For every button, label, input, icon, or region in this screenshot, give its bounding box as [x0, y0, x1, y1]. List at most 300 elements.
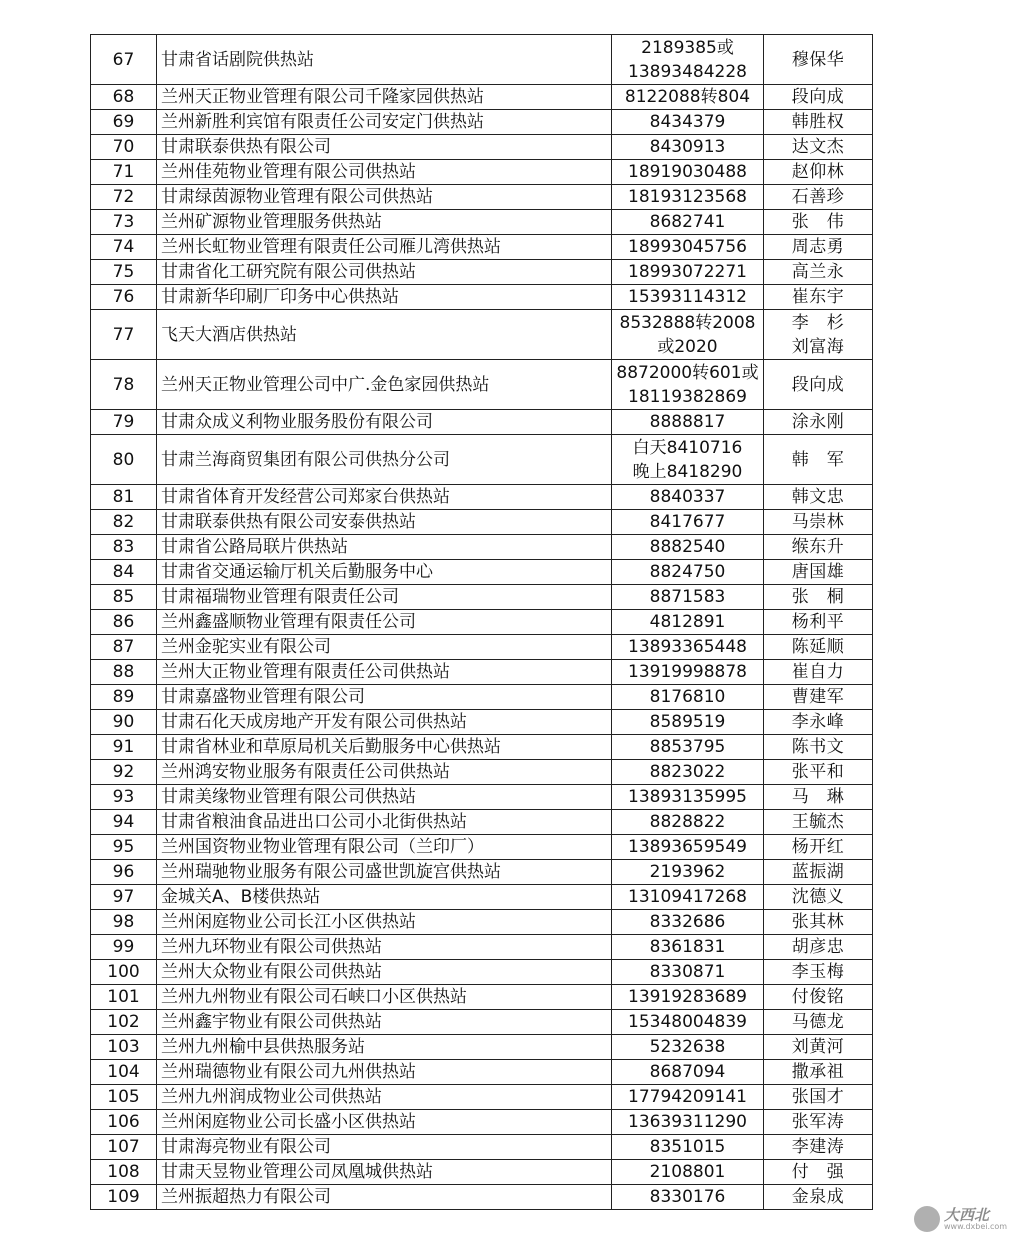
contact-phone — [612, 260, 764, 285]
row-number: 107 — [91, 1135, 157, 1160]
contact-phone — [612, 285, 764, 310]
person-line: 沈德义 — [791, 887, 845, 907]
phone-line: 13919998878 — [628, 662, 747, 682]
table-row — [91, 410, 873, 435]
table-row — [91, 1010, 873, 1035]
contact-person — [764, 510, 873, 535]
row-number: 84 — [91, 560, 157, 585]
station-name: 甘肃美缘物业管理有限公司供热站 — [157, 785, 612, 810]
table-row — [91, 360, 873, 410]
phone-line: 8417677 — [649, 512, 726, 532]
station-name: 兰州瑞驰物业服务有限公司盛世凯旋宫供热站 — [157, 860, 612, 885]
contact-phone — [612, 935, 764, 960]
contact-phone — [612, 235, 764, 260]
person-line: 张 伟 — [791, 212, 845, 232]
row-number: 101 — [91, 985, 157, 1010]
table-row — [91, 885, 873, 910]
row-number: 78 — [91, 360, 157, 410]
station-name: 甘肃省话剧院供热站 — [157, 35, 612, 85]
person-line: 曹建军 — [791, 687, 845, 707]
table-row — [91, 1085, 873, 1110]
contact-person — [764, 185, 873, 210]
contact-person — [764, 685, 873, 710]
table-row — [91, 435, 873, 485]
person-line: 张平和 — [791, 762, 845, 782]
row-number: 85 — [91, 585, 157, 610]
phone-line: 2189385或 — [641, 37, 734, 58]
contact-person — [764, 1135, 873, 1160]
phone-line: 13639311290 — [628, 1112, 747, 1132]
station-name: 兰州闲庭物业公司长盛小区供热站 — [157, 1110, 612, 1135]
person-line: 达文杰 — [791, 137, 845, 157]
table-row — [91, 635, 873, 660]
table-row — [91, 935, 873, 960]
contact-person — [764, 835, 873, 860]
contact-phone — [612, 185, 764, 210]
station-name: 兰州九州润成物业公司供热站 — [157, 1085, 612, 1110]
contact-phone — [612, 210, 764, 235]
row-number: 102 — [91, 1010, 157, 1035]
phone-line: 8589519 — [649, 712, 726, 732]
phone-line: 8122088转804 — [624, 87, 751, 107]
contact-phone — [612, 660, 764, 685]
person-line: 杨利平 — [791, 612, 845, 632]
table-row — [91, 860, 873, 885]
contact-phone — [612, 1135, 764, 1160]
contact-person — [764, 1085, 873, 1110]
station-name: 兰州天正物业管理公司中广.金色家园供热站 — [157, 360, 612, 410]
table-row — [91, 835, 873, 860]
station-name: 兰州佳苑物业管理有限公司供热站 — [157, 160, 612, 185]
row-number: 68 — [91, 85, 157, 110]
phone-line: 白天8410716 — [632, 437, 743, 458]
station-name: 兰州国资物业物业管理有限公司（兰印厂） — [157, 835, 612, 860]
station-name: 甘肃福瑞物业管理有限责任公司 — [157, 585, 612, 610]
contact-person — [764, 435, 873, 485]
station-name: 甘肃绿茵源物业管理有限公司供热站 — [157, 185, 612, 210]
person-line: 段向成 — [791, 87, 845, 107]
phone-line: 8330871 — [649, 962, 726, 982]
watermark-logo-text: 大西北 — [944, 1206, 990, 1224]
contact-phone — [612, 760, 764, 785]
row-number: 92 — [91, 760, 157, 785]
phone-line: 18993072271 — [628, 262, 747, 282]
row-number: 88 — [91, 660, 157, 685]
station-name: 兰州瑞德物业有限公司九州供热站 — [157, 1060, 612, 1085]
person-line: 马崇林 — [791, 512, 845, 532]
contact-phone — [612, 810, 764, 835]
contact-phone — [612, 85, 764, 110]
phone-line: 13893365448 — [628, 637, 747, 657]
row-number: 99 — [91, 935, 157, 960]
station-name: 兰州金驼实业有限公司 — [157, 635, 612, 660]
contact-person — [764, 860, 873, 885]
watermark-url: www.dxbei.com — [944, 1222, 1008, 1231]
contact-person — [764, 985, 873, 1010]
watermark-emblem-icon — [914, 1206, 940, 1232]
table-row — [91, 260, 873, 285]
person-line: 刘黄河 — [791, 1037, 845, 1057]
phone-line: 13893135995 — [628, 787, 747, 807]
station-name: 甘肃联泰供热有限公司 — [157, 135, 612, 160]
row-number: 94 — [91, 810, 157, 835]
station-name: 兰州闲庭物业公司长江小区供热站 — [157, 910, 612, 935]
table-row — [91, 735, 873, 760]
phone-line: 13109417268 — [628, 887, 747, 907]
phone-line: 13893484228 — [628, 61, 747, 82]
person-line: 李玉梅 — [791, 962, 845, 982]
person-line: 涂永刚 — [791, 412, 845, 432]
row-number: 80 — [91, 435, 157, 485]
phone-line: 8682741 — [649, 212, 726, 232]
contact-phone — [612, 1060, 764, 1085]
person-line: 刘富海 — [791, 336, 845, 357]
phone-line: 8351015 — [649, 1137, 726, 1157]
phone-line: 18119382869 — [628, 386, 747, 407]
contact-phone — [612, 735, 764, 760]
contact-phone — [612, 610, 764, 635]
station-name: 甘肃联泰供热有限公司安泰供热站 — [157, 510, 612, 535]
person-line: 金泉成 — [791, 1187, 845, 1207]
table-row — [91, 235, 873, 260]
contact-phone — [612, 160, 764, 185]
table-row — [91, 535, 873, 560]
table-row — [91, 85, 873, 110]
contact-phone — [612, 485, 764, 510]
station-name: 兰州矿源物业管理服务供热站 — [157, 210, 612, 235]
row-number: 74 — [91, 235, 157, 260]
phone-line: 18193123568 — [628, 187, 747, 207]
phone-line: 18919030488 — [628, 162, 747, 182]
phone-line: 8176810 — [649, 687, 726, 707]
contact-phone — [612, 435, 764, 485]
person-line: 陈书文 — [791, 737, 845, 757]
person-line: 付俊铭 — [791, 987, 845, 1007]
phone-line: 4812891 — [649, 612, 726, 632]
contact-phone — [612, 985, 764, 1010]
station-name: 甘肃海亮物业有限公司 — [157, 1135, 612, 1160]
person-line: 蓝振湖 — [791, 862, 845, 882]
person-line: 付 强 — [791, 1162, 845, 1182]
person-line: 马 琳 — [791, 787, 845, 807]
phone-line: 18993045756 — [628, 237, 747, 257]
row-number: 83 — [91, 535, 157, 560]
table-row — [91, 760, 873, 785]
table-row — [91, 785, 873, 810]
phone-line: 8882540 — [649, 537, 726, 557]
contact-person — [764, 360, 873, 410]
station-name: 兰州九环物业有限公司供热站 — [157, 935, 612, 960]
contact-phone — [612, 1035, 764, 1060]
table-row — [91, 510, 873, 535]
station-name: 兰州天正物业管理有限公司千隆家园供热站 — [157, 85, 612, 110]
table-body — [91, 35, 873, 1210]
table-row — [91, 310, 873, 360]
row-number: 82 — [91, 510, 157, 535]
row-number: 90 — [91, 710, 157, 735]
contact-person — [764, 1110, 873, 1135]
station-name: 兰州大正物业管理有限责任公司供热站 — [157, 660, 612, 685]
person-line: 张国才 — [791, 1087, 845, 1107]
contact-phone — [612, 135, 764, 160]
phone-line: 晚上8418290 — [632, 461, 743, 482]
contact-phone — [612, 410, 764, 435]
station-name: 兰州九州物业有限公司石峡口小区供热站 — [157, 985, 612, 1010]
contact-person — [764, 710, 873, 735]
contact-phone — [612, 35, 764, 85]
phone-line: 8823022 — [649, 762, 726, 782]
row-number: 81 — [91, 485, 157, 510]
contact-person — [764, 585, 873, 610]
row-number: 87 — [91, 635, 157, 660]
contact-person — [764, 410, 873, 435]
table-row — [91, 160, 873, 185]
row-number: 106 — [91, 1110, 157, 1135]
contact-person — [764, 660, 873, 685]
row-number: 67 — [91, 35, 157, 85]
person-line: 韩胜权 — [791, 112, 845, 132]
contact-person — [764, 785, 873, 810]
contact-person — [764, 885, 873, 910]
contact-phone — [612, 310, 764, 360]
row-number: 100 — [91, 960, 157, 985]
table-row — [91, 610, 873, 635]
table-row — [91, 1135, 873, 1160]
phone-line: 15348004839 — [628, 1012, 747, 1032]
station-name: 兰州大众物业有限公司供热站 — [157, 960, 612, 985]
contact-person — [764, 235, 873, 260]
contact-person — [764, 35, 873, 85]
station-name: 甘肃省化工研究院有限公司供热站 — [157, 260, 612, 285]
station-name: 兰州九州榆中县供热服务站 — [157, 1035, 612, 1060]
contact-person — [764, 635, 873, 660]
contact-phone — [612, 685, 764, 710]
station-name: 甘肃石化天成房地产开发有限公司供热站 — [157, 710, 612, 735]
contact-person — [764, 735, 873, 760]
station-name: 甘肃省林业和草原局机关后勤服务中心供热站 — [157, 735, 612, 760]
row-number: 72 — [91, 185, 157, 210]
contact-person — [764, 85, 873, 110]
phone-line: 8687094 — [649, 1062, 726, 1082]
person-line: 韩文忠 — [791, 487, 845, 507]
contact-person — [764, 1160, 873, 1185]
table-row — [91, 660, 873, 685]
person-line: 张 桐 — [791, 587, 845, 607]
person-line: 唐国雄 — [791, 562, 845, 582]
table-row — [91, 1110, 873, 1135]
table-row — [91, 185, 873, 210]
person-line: 高兰永 — [791, 262, 845, 282]
contact-phone — [612, 635, 764, 660]
row-number: 70 — [91, 135, 157, 160]
person-line: 崔自力 — [791, 662, 845, 682]
station-name: 甘肃省体育开发经营公司郑家台供热站 — [157, 485, 612, 510]
phone-line: 8824750 — [649, 562, 726, 582]
contact-phone — [612, 885, 764, 910]
contact-person — [764, 535, 873, 560]
person-line: 周志勇 — [791, 237, 845, 257]
row-number: 98 — [91, 910, 157, 935]
phone-line: 8430913 — [649, 137, 726, 157]
station-name: 兰州鑫宇物业有限公司供热站 — [157, 1010, 612, 1035]
table-row — [91, 910, 873, 935]
row-number: 69 — [91, 110, 157, 135]
person-line: 韩 军 — [791, 449, 845, 470]
row-number: 73 — [91, 210, 157, 235]
person-line: 马德龙 — [791, 1012, 845, 1032]
phone-line: 8332686 — [649, 912, 726, 932]
station-name: 甘肃省公路局联片供热站 — [157, 535, 612, 560]
row-number: 79 — [91, 410, 157, 435]
contact-phone — [612, 785, 764, 810]
phone-line: 8434379 — [649, 112, 726, 132]
table-row — [91, 710, 873, 735]
phone-line: 或2020 — [657, 336, 718, 357]
station-name: 甘肃省交通运输厅机关后勤服务中心 — [157, 560, 612, 585]
station-name: 兰州振超热力有限公司 — [157, 1185, 612, 1210]
contact-phone — [612, 1010, 764, 1035]
contact-phone — [612, 835, 764, 860]
person-line: 李永峰 — [791, 712, 845, 732]
person-line: 赵仰林 — [791, 162, 845, 182]
contact-phone — [612, 1085, 764, 1110]
station-name: 飞天大酒店供热站 — [157, 310, 612, 360]
table-row — [91, 35, 873, 85]
phone-line: 2108801 — [649, 1162, 726, 1182]
table-row — [91, 1185, 873, 1210]
row-number: 108 — [91, 1160, 157, 1185]
contact-phone — [612, 360, 764, 410]
phone-line: 8361831 — [649, 937, 726, 957]
table-row — [91, 585, 873, 610]
person-line: 崔东宇 — [791, 287, 845, 307]
phone-line: 8888817 — [649, 412, 726, 432]
table-row — [91, 685, 873, 710]
phone-line: 5232638 — [649, 1037, 726, 1057]
station-name: 甘肃天昱物业管理公司凤凰城供热站 — [157, 1160, 612, 1185]
row-number: 109 — [91, 1185, 157, 1210]
person-line: 张其林 — [791, 912, 845, 932]
table-row — [91, 1160, 873, 1185]
contact-person — [764, 1010, 873, 1035]
contact-phone — [612, 560, 764, 585]
row-number: 103 — [91, 1035, 157, 1060]
phone-line: 8828822 — [649, 812, 726, 832]
contact-person — [764, 810, 873, 835]
person-line: 撒承祖 — [791, 1062, 845, 1082]
person-line: 李 杉 — [791, 312, 845, 333]
contact-phone — [612, 1110, 764, 1135]
table-row — [91, 485, 873, 510]
contact-phone — [612, 535, 764, 560]
table-row — [91, 1035, 873, 1060]
heating-station-table — [90, 34, 873, 1210]
contact-person — [764, 210, 873, 235]
phone-line: 8330176 — [649, 1187, 726, 1207]
row-number: 97 — [91, 885, 157, 910]
phone-line: 8532888转2008 — [619, 312, 756, 333]
table-row — [91, 960, 873, 985]
row-number: 93 — [91, 785, 157, 810]
site-watermark — [914, 1204, 1009, 1234]
row-number: 95 — [91, 835, 157, 860]
contact-phone — [612, 710, 764, 735]
contact-person — [764, 910, 873, 935]
contact-person — [764, 1035, 873, 1060]
station-name: 甘肃众成义利物业服务股份有限公司 — [157, 410, 612, 435]
contact-phone — [612, 960, 764, 985]
row-number: 105 — [91, 1085, 157, 1110]
phone-line: 8872000转601或 — [616, 362, 759, 383]
station-name: 兰州新胜利宾馆有限责任公司安定门供热站 — [157, 110, 612, 135]
contact-phone — [612, 1185, 764, 1210]
phone-line: 17794209141 — [628, 1087, 747, 1107]
contact-phone — [612, 1160, 764, 1185]
row-number: 91 — [91, 735, 157, 760]
phone-line: 8871583 — [649, 587, 726, 607]
contact-phone — [612, 510, 764, 535]
table-row — [91, 985, 873, 1010]
phone-line: 13893659549 — [628, 837, 747, 857]
row-number: 75 — [91, 260, 157, 285]
contact-phone — [612, 110, 764, 135]
station-name: 兰州鸿安物业服务有限责任公司供热站 — [157, 760, 612, 785]
person-line: 杨开红 — [791, 837, 845, 857]
station-name: 甘肃新华印刷厂印务中心供热站 — [157, 285, 612, 310]
station-name: 甘肃兰海商贸集团有限公司供热分公司 — [157, 435, 612, 485]
station-name: 金城关A、B楼供热站 — [157, 885, 612, 910]
table-row — [91, 135, 873, 160]
row-number: 96 — [91, 860, 157, 885]
contact-phone — [612, 860, 764, 885]
contact-person — [764, 760, 873, 785]
contact-person — [764, 560, 873, 585]
contact-person — [764, 1185, 873, 1210]
row-number: 77 — [91, 310, 157, 360]
row-number: 104 — [91, 1060, 157, 1085]
person-line: 李建涛 — [791, 1137, 845, 1157]
contact-person — [764, 110, 873, 135]
person-line: 陈延顺 — [791, 637, 845, 657]
table-row — [91, 560, 873, 585]
phone-line: 8853795 — [649, 737, 726, 757]
table-row — [91, 1060, 873, 1085]
row-number: 89 — [91, 685, 157, 710]
contact-phone — [612, 585, 764, 610]
person-line: 张军涛 — [791, 1112, 845, 1132]
contact-person — [764, 1060, 873, 1085]
row-number: 86 — [91, 610, 157, 635]
station-name: 甘肃嘉盛物业管理有限公司 — [157, 685, 612, 710]
contact-person — [764, 285, 873, 310]
phone-line: 8840337 — [649, 487, 726, 507]
contact-person — [764, 935, 873, 960]
contact-person — [764, 610, 873, 635]
person-line: 王毓杰 — [791, 812, 845, 832]
person-line: 缑东升 — [791, 537, 845, 557]
contact-person — [764, 260, 873, 285]
row-number: 71 — [91, 160, 157, 185]
table-row — [91, 210, 873, 235]
contact-person — [764, 310, 873, 360]
person-line: 穆保华 — [791, 49, 845, 70]
person-line: 石善珍 — [791, 187, 845, 207]
station-name: 兰州鑫盛顺物业管理有限责任公司 — [157, 610, 612, 635]
contact-phone — [612, 910, 764, 935]
table-row — [91, 285, 873, 310]
station-name: 甘肃省粮油食品进出口公司小北街供热站 — [157, 810, 612, 835]
contact-person — [764, 485, 873, 510]
